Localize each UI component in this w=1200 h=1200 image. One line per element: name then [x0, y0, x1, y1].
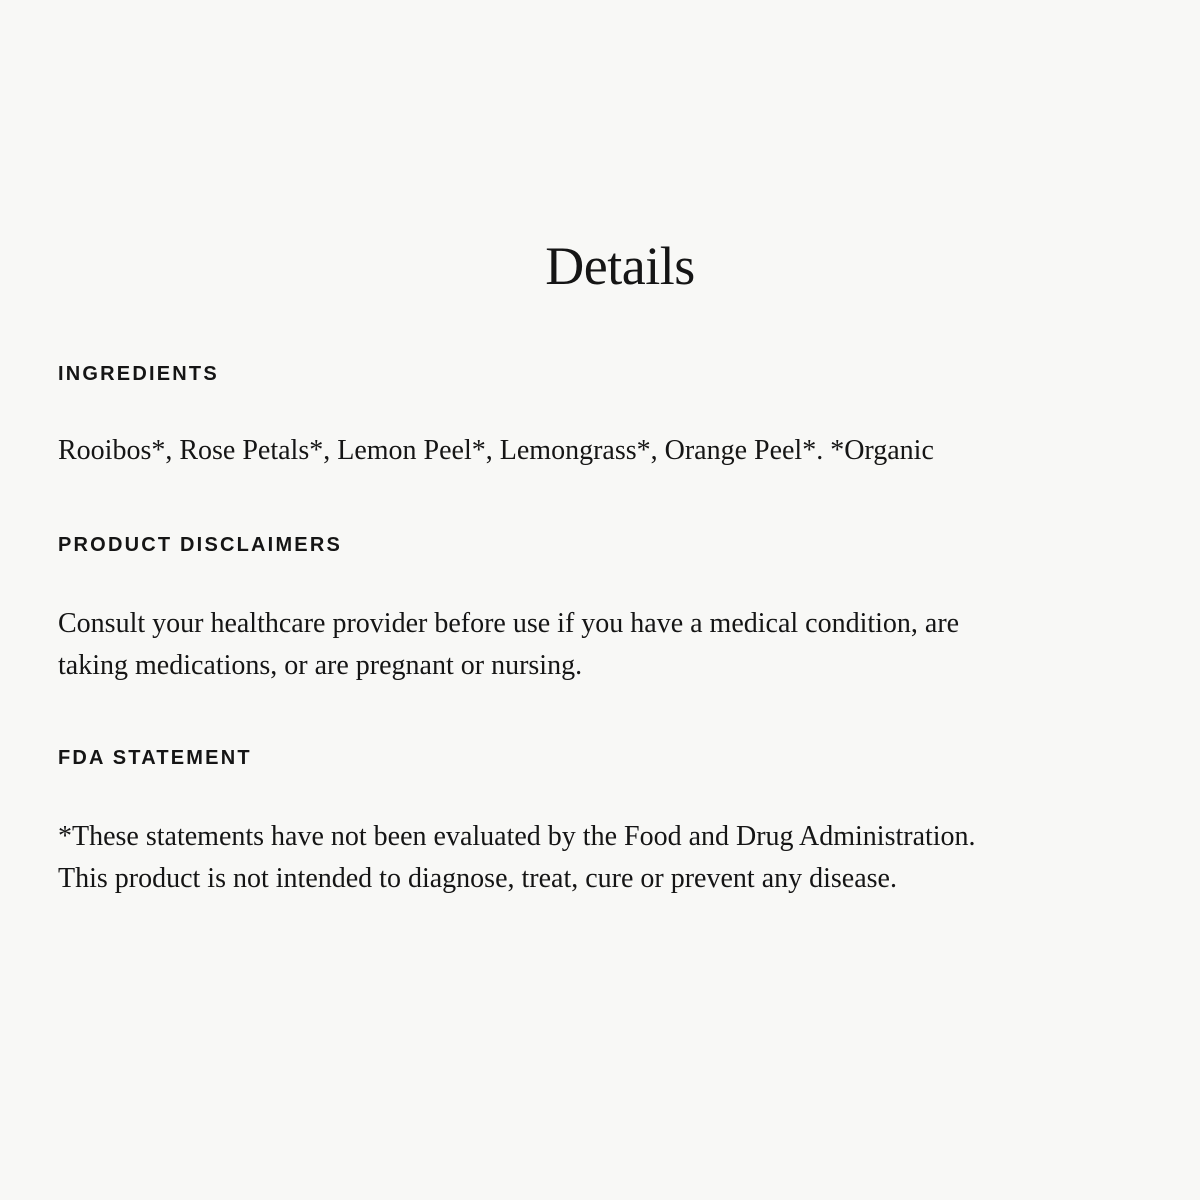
ingredients-line: Rooibos*, Rose Petals*, Lemon Peel*, Lemongrass*, Orange Peel*. *Organic — [58, 435, 934, 466]
product-disclaimers-heading: PRODUCT DISCLAIMERS — [58, 534, 343, 556]
product-disclaimers-line-2: taking medications, or are pregnant or nursing. — [58, 650, 583, 681]
product-disclaimers-text — [58, 603, 1158, 687]
fda-statement-line-2: This product is not intended to diagnose, treat, cure or prevent any disease. — [58, 863, 897, 894]
ingredients-heading: INGREDIENTS — [58, 363, 219, 385]
product-disclaimers-line-1: Consult your healthcare provider before use if you have a medical condition, are — [58, 608, 960, 639]
page-title: Details — [545, 236, 695, 296]
fda-statement-line-1: *These statements have not been evaluated by the Food and Drug Administration. — [58, 821, 976, 852]
fda-statement-heading: FDA STATEMENT — [58, 747, 252, 769]
ingredients-text — [58, 430, 1158, 472]
fda-statement-text — [58, 816, 1158, 900]
